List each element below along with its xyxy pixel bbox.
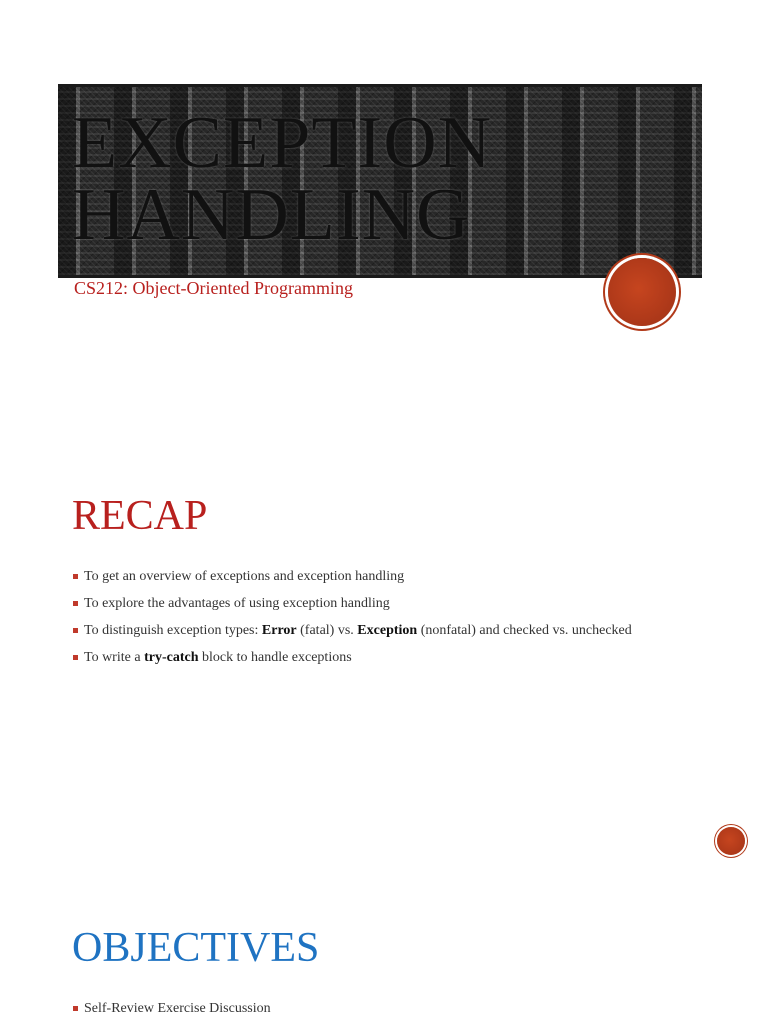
title-slide — [0, 0, 768, 420]
title-line-2: HANDLING — [72, 174, 471, 256]
slide-title — [72, 102, 493, 256]
bullet-text: (fatal) vs. — [296, 623, 358, 638]
title-banner — [58, 84, 702, 278]
bullet-text: To get an overview of exceptions and exception handling — [84, 569, 405, 584]
list-item — [72, 595, 672, 612]
bullet-text: To write a — [84, 650, 145, 665]
bullet-text: To distinguish exception types: — [84, 623, 262, 638]
objectives-slide — [0, 850, 768, 1024]
list-item — [72, 649, 672, 666]
list-item — [72, 568, 672, 585]
bold-term-exception: Exception — [357, 623, 418, 638]
bold-term-try-catch: try-catch — [144, 650, 199, 665]
objectives-heading: OBJECTIVES — [72, 925, 320, 971]
recap-slide — [0, 420, 768, 850]
course-subtitle: CS212: Object-Oriented Programming — [74, 278, 353, 298]
recap-heading: RECAP — [72, 493, 208, 539]
list-item — [72, 1000, 672, 1017]
recap-bullet-list — [72, 568, 672, 676]
list-item — [72, 622, 672, 639]
title-line-1: EXCEPTION — [72, 102, 493, 184]
bullet-text: block to handle exceptions — [198, 650, 352, 665]
decorative-circle-icon — [608, 258, 676, 326]
bullet-text: To explore the advantages of using exception handling — [84, 596, 390, 611]
bullet-text: Self-Review Exercise Discussion — [84, 1001, 271, 1016]
bold-term-error: Error — [261, 623, 297, 638]
bullet-text: (nonfatal) and checked vs. unchecked — [417, 623, 632, 638]
objectives-bullet-list — [72, 1000, 672, 1027]
